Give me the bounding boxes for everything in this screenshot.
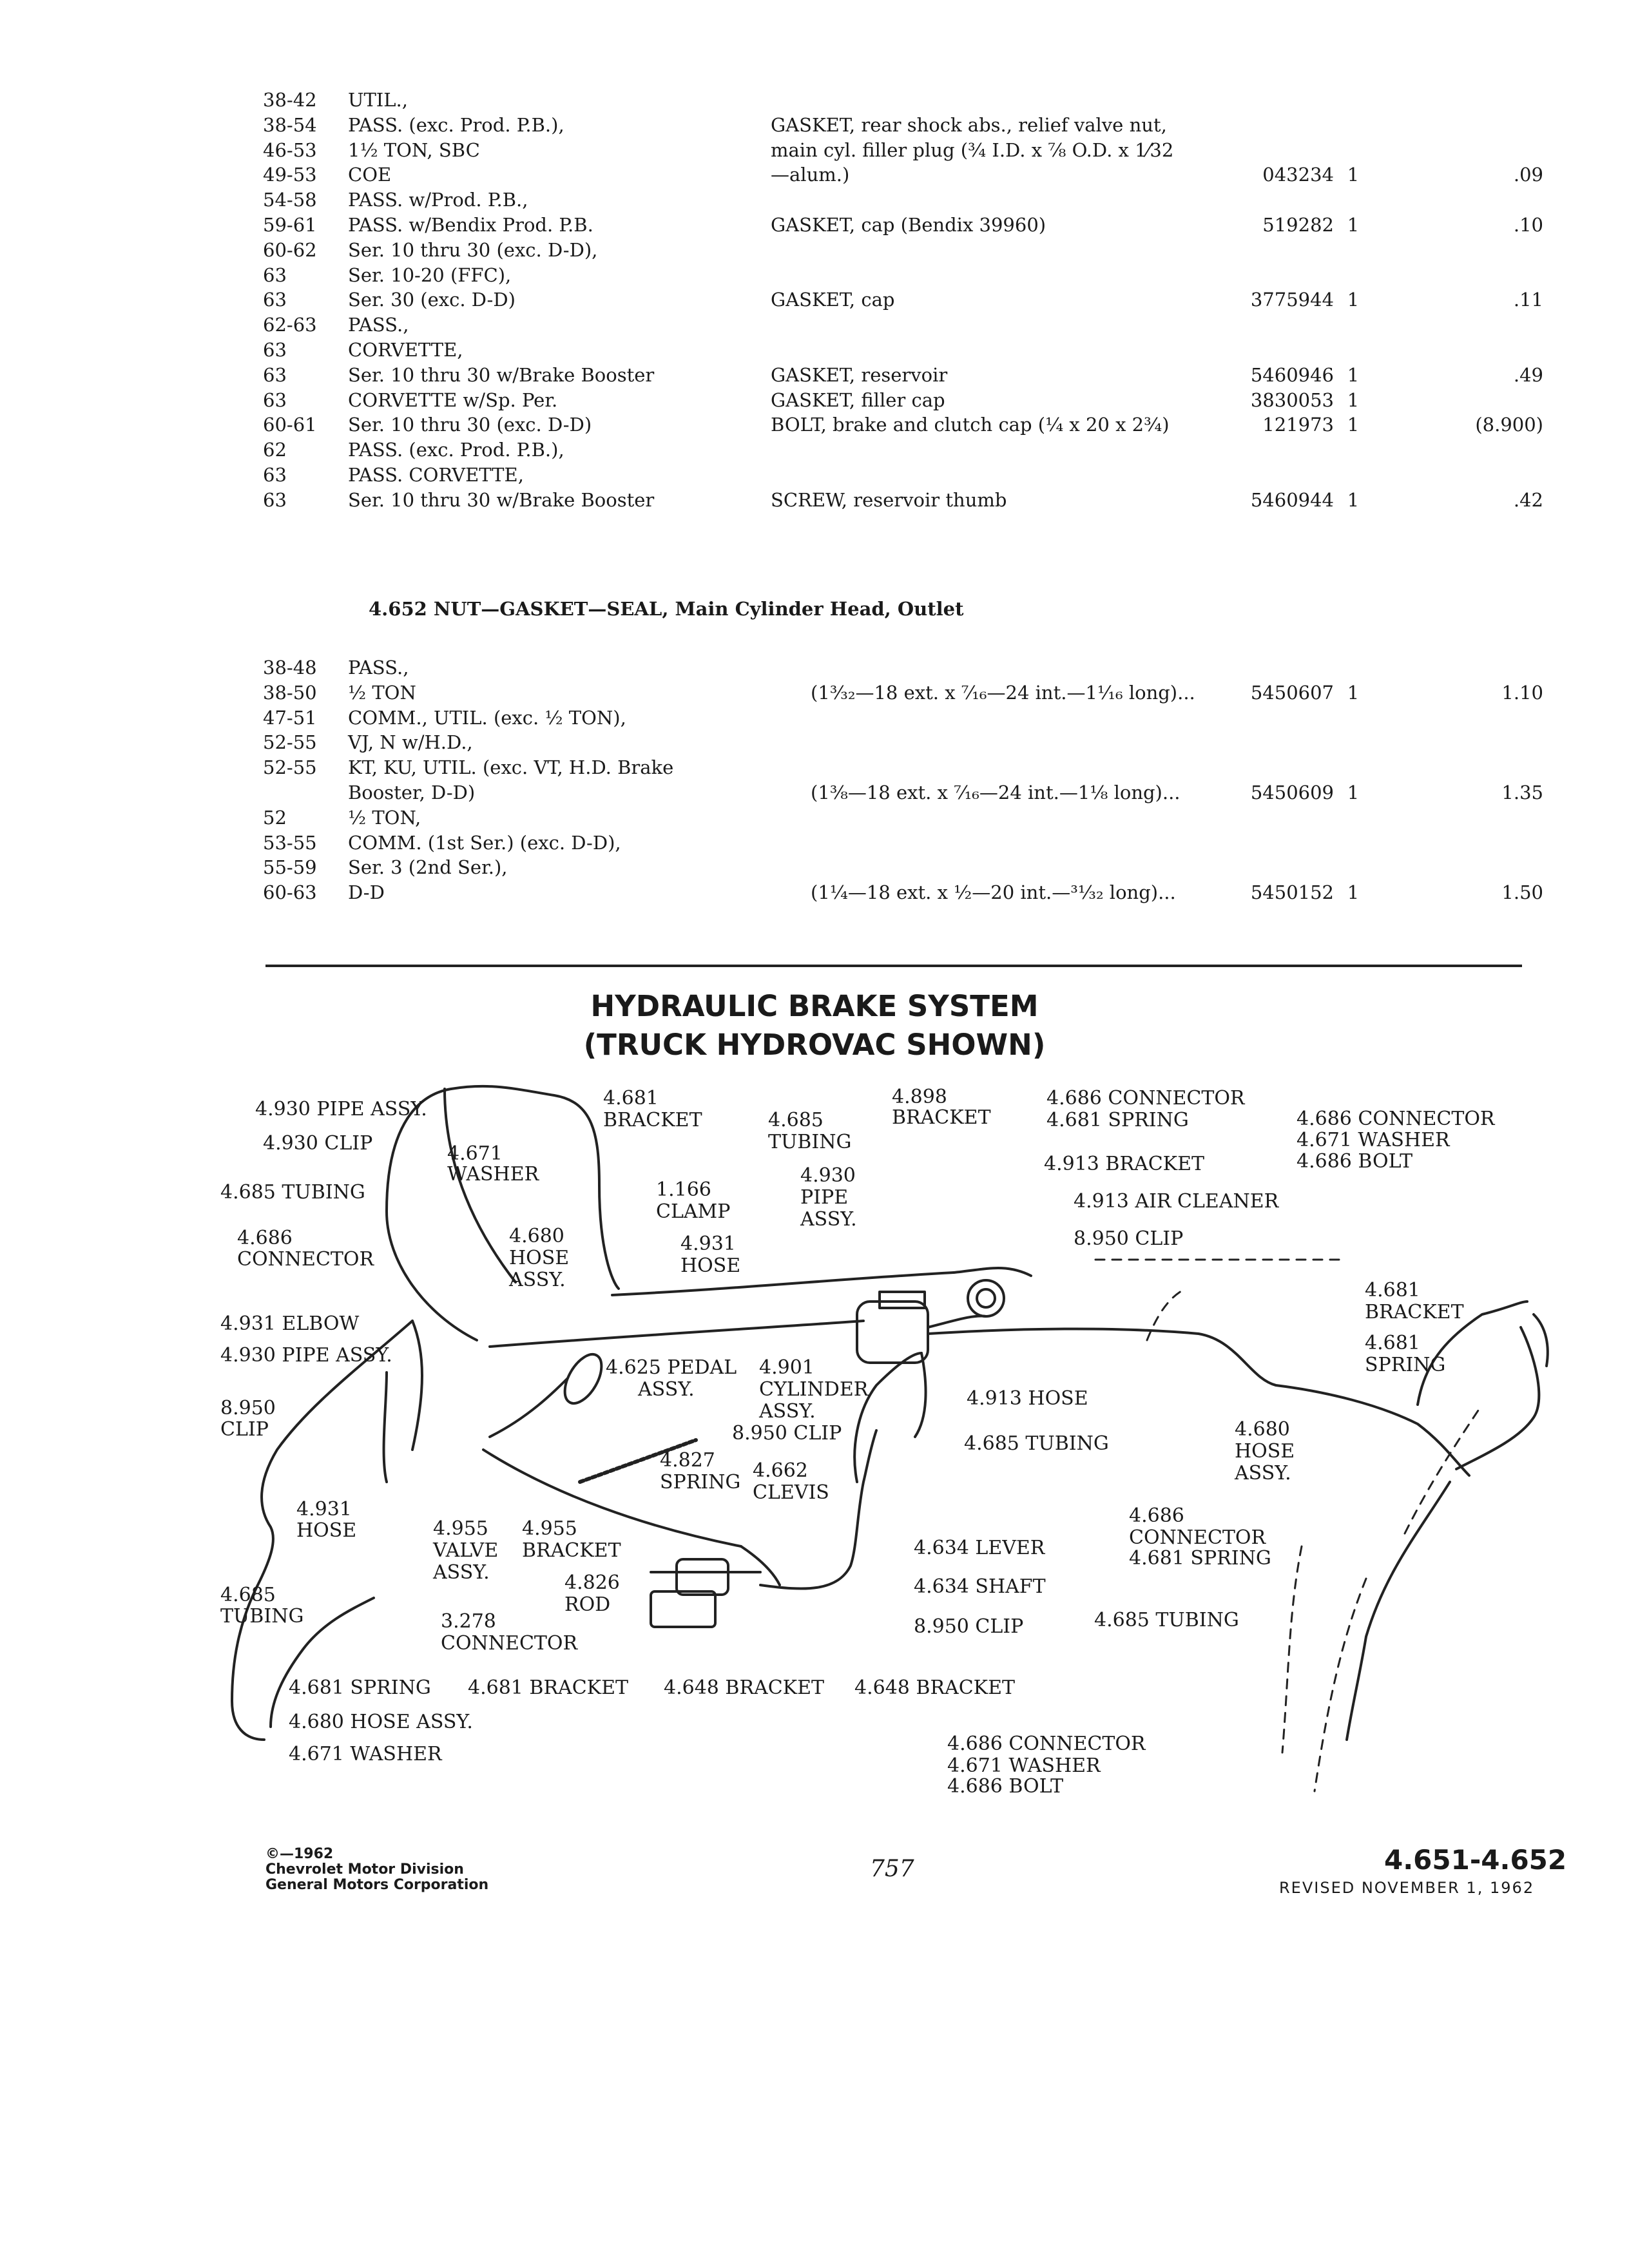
label-bracket-5: 4.681 BRACKET: [468, 1677, 628, 1699]
footer-corp: General Motors Corporation: [265, 1877, 489, 1893]
label-bolt-1: 4.686 BOLT: [1296, 1150, 1413, 1173]
application: PASS. CORVETTE,: [348, 464, 524, 486]
part-number: 5460944: [1250, 488, 1334, 511]
price: (8.900): [1475, 414, 1543, 436]
price: .11: [1513, 289, 1543, 311]
label-washer-num: 4.671: [447, 1142, 503, 1165]
year-range: 52-55: [263, 756, 317, 779]
quantity: 1: [1347, 414, 1360, 436]
part-description: GASKET, filler cap: [771, 389, 945, 411]
quantity: 1: [1347, 488, 1360, 511]
label-spring-num-4: 4.827: [660, 1449, 715, 1472]
application: ½ TON: [348, 681, 416, 704]
label-bracket-num-4: 4.681: [1365, 1279, 1420, 1302]
pipe-loop-left: [387, 1089, 477, 1340]
application: PASS. (exc. Prod. P.B.),: [348, 439, 564, 461]
label-clamp: CLAMP: [656, 1200, 731, 1223]
year-range: 47-51: [263, 706, 317, 729]
label-connector: CONNECTOR: [237, 1248, 374, 1271]
section-range: 4.651-4.652: [1384, 1844, 1567, 1876]
year-range: 63: [263, 264, 287, 286]
label-bolt-2: 4.686 BOLT: [947, 1775, 1064, 1798]
part-description: (1³⁄₈—18 ext. x ⁷⁄₁₆—24 int.—1¹⁄₈ long)...: [811, 782, 1181, 803]
year-range: 53-55: [263, 831, 317, 854]
label-washer-6: 4.671 WASHER: [947, 1754, 1101, 1777]
application: Ser. 10 thru 30 w/Brake Booster: [348, 363, 655, 386]
application: KT, KU, UTIL. (exc. VT, H.D. Brake: [348, 756, 674, 779]
label-clevis-num: 4.662: [753, 1459, 808, 1482]
part-description: GASKET, cap (Bendix 39960): [771, 214, 1046, 236]
application: COMM. (1st Ser.) (exc. D-D),: [348, 831, 621, 854]
label-spring-4: SPRING: [660, 1471, 741, 1494]
label-tubing-4: 4.685 TUBING: [964, 1432, 1109, 1455]
label-spring-1: 4.681 SPRING: [289, 1677, 431, 1699]
label-clip-1: 4.930 CLIP: [263, 1132, 373, 1155]
label-hose-assy-5: ASSY.: [1235, 1462, 1291, 1485]
quantity: 1: [1347, 782, 1360, 803]
label-bracket-1: BRACKET: [603, 1109, 702, 1131]
price: 1.35: [1501, 782, 1543, 803]
label-spring-2: 4.681 SPRING: [1046, 1109, 1189, 1131]
label-air-cleaner: 4.913 AIR CLEANER: [1074, 1190, 1279, 1213]
application: PASS.,: [348, 314, 409, 336]
label-pedal: 4.625 PEDAL: [606, 1356, 737, 1379]
part-description: GASKET, reservoir: [771, 363, 948, 386]
price: .42: [1513, 488, 1543, 511]
label-bracket-7: 4.648 BRACKET: [854, 1677, 1015, 1699]
year-range: 52: [263, 806, 287, 829]
part-number: 5460946: [1250, 363, 1334, 386]
label-bracket-num-1: 4.681: [603, 1087, 659, 1110]
application: PASS. (exc. Prod. P.B.),: [348, 113, 564, 136]
application: Ser. 30 (exc. D-D): [348, 289, 516, 311]
part-number: 3775944: [1250, 289, 1334, 311]
label-assy-2: ASSY.: [509, 1269, 566, 1291]
part-description: (1³⁄₃₂—18 ext. x ⁷⁄₁₆—24 int.—1¹⁄₁₆ long)...: [811, 681, 1195, 704]
page-number: 757: [870, 1856, 914, 1882]
revised-date: REVISED NOVEMBER 1, 1962: [1279, 1879, 1535, 1897]
year-range: 55-59: [263, 856, 317, 879]
label-valve-num: 4.955: [433, 1517, 488, 1540]
label-clip-3: 8.950 CLIP: [1074, 1227, 1184, 1250]
label-clip-5: 8.950 CLIP: [914, 1615, 1024, 1638]
application: D-D: [348, 881, 385, 904]
part-number: 121973: [1262, 414, 1334, 436]
label-bracket-2: BRACKET: [892, 1106, 991, 1129]
label-hose-num-3: 4.931: [680, 1233, 736, 1255]
label-connector-5: CONNECTOR: [1129, 1526, 1266, 1549]
label-hose-assy-1: 4.680 HOSE ASSY.: [289, 1711, 473, 1733]
application: PASS.,: [348, 657, 409, 678]
label-hose-2: HOSE: [509, 1247, 570, 1269]
lever-bracket: [677, 1559, 728, 1595]
label-valve-assy: ASSY.: [433, 1561, 490, 1584]
part-number: 3830053: [1250, 389, 1334, 411]
label-hose-3: HOSE: [680, 1254, 741, 1277]
label-bracket-6: 4.648 BRACKET: [664, 1677, 824, 1699]
pipe-mid: [445, 1089, 516, 1282]
label-hose-5: HOSE: [1235, 1440, 1295, 1463]
year-range: 60-62: [263, 238, 317, 261]
label-clip-4: 8.950 CLIP: [732, 1422, 842, 1445]
label-tubing-3: TUBING: [768, 1131, 852, 1153]
part-description: —alum.): [771, 164, 850, 186]
label-connector-num-5: 4.686: [1129, 1504, 1184, 1527]
part-description: (1¼—18 ext. x ½—20 int.—³¹⁄₃₂ long)...: [811, 881, 1176, 904]
application: PASS. w/Prod. P.B.,: [348, 189, 528, 211]
label-cylinder-num: 4.901: [759, 1356, 815, 1379]
application: ½ TON,: [348, 806, 421, 829]
quantity: 1: [1347, 681, 1360, 704]
label-rod-num: 4.826: [564, 1571, 620, 1594]
year-range: 38-42: [263, 89, 317, 111]
quantity: 1: [1347, 164, 1360, 186]
part-number: 519282: [1262, 214, 1334, 236]
part-description: GASKET, rear shock abs., relief valve nut,: [771, 113, 1167, 136]
label-tubing-2: TUBING: [220, 1605, 304, 1628]
quantity: 1: [1347, 289, 1360, 311]
label-hose-4: 4.913 HOSE: [967, 1387, 1088, 1410]
label-washer-3: 4.671 WASHER: [1296, 1129, 1450, 1151]
label-tubing-num-2: 4.685: [220, 1584, 276, 1606]
year-range: 63: [263, 488, 287, 511]
year-range: 62-63: [263, 314, 317, 336]
footer-division: Chevrolet Motor Division: [265, 1861, 464, 1878]
pedal-arm: [490, 1379, 567, 1437]
application: Ser. 10 thru 30 (exc. D-D),: [348, 238, 598, 261]
label-connector-3: 4.686 CONNECTOR: [1296, 1108, 1495, 1130]
year-range: 46-53: [263, 139, 317, 161]
label-connector-num-4: 3.278: [441, 1610, 496, 1633]
label-spring-3: SPRING: [1365, 1354, 1446, 1376]
diagram-subtitle: (TRUCK HYDROVAC SHOWN): [583, 1028, 1046, 1062]
part-number: 043234: [1262, 164, 1334, 186]
label-pipe-assy-3: ASSY.: [800, 1208, 857, 1231]
part-description: BOLT, brake and clutch cap (¼ x 20 x 2¾): [771, 414, 1170, 436]
main-pipe-right: [954, 1268, 1031, 1276]
label-hose: HOSE: [296, 1519, 357, 1542]
label-clevis: CLEVIS: [753, 1481, 829, 1504]
application: VJ, N w/H.D.,: [348, 731, 473, 754]
main-pipe-lower: [490, 1321, 863, 1347]
label-bracket-3: 4.913 BRACKET: [1044, 1153, 1204, 1175]
year-range: 63: [263, 289, 287, 311]
label-cylinder-assy: ASSY.: [759, 1400, 816, 1423]
price: .09: [1513, 164, 1543, 186]
year-range: 63: [263, 464, 287, 486]
label-shaft: 4.634 SHAFT: [914, 1575, 1046, 1598]
part-number: 5450609: [1250, 782, 1334, 803]
label-connector-6: 4.686 CONNECTOR: [947, 1733, 1146, 1755]
label-hose-num: 4.931: [296, 1498, 352, 1521]
section-heading: 4.652 NUT—GASKET—SEAL, Main Cylinder Head, Outlet: [369, 598, 964, 620]
label-washer-1: 4.671 WASHER: [289, 1743, 442, 1765]
label-hose-assy-num-2: 4.680: [509, 1225, 564, 1247]
application: Ser. 10 thru 30 w/Brake Booster: [348, 488, 655, 511]
year-range: 63: [263, 363, 287, 386]
pedal-pad: [557, 1349, 609, 1410]
label-valve-bracket: BRACKET: [522, 1539, 621, 1562]
price: 1.50: [1501, 881, 1543, 904]
label-spring-5: 4.681 SPRING: [1129, 1547, 1271, 1570]
price: .49: [1513, 363, 1543, 386]
application: COE: [348, 164, 392, 186]
application: CORVETTE,: [348, 339, 463, 361]
part-number: 5450607: [1250, 681, 1334, 704]
quantity: 1: [1347, 214, 1360, 236]
year-range: 52-55: [263, 731, 317, 754]
label-pipe-assy-2: 4.930 PIPE ASSY.: [220, 1344, 392, 1367]
application: Ser. 10 thru 30 (exc. D-D): [348, 414, 592, 436]
diagram-title: HYDRAULIC BRAKE SYSTEM: [590, 989, 1039, 1023]
year-range: 38-50: [263, 681, 317, 704]
label-tubing-1: 4.685 TUBING: [220, 1181, 365, 1204]
price: .10: [1513, 214, 1543, 236]
application: Booster, D-D): [348, 782, 476, 803]
label-pipe-num-3: 4.930: [800, 1164, 856, 1187]
price: 1.10: [1501, 681, 1543, 704]
application: UTIL.,: [348, 89, 408, 111]
label-hose-assy-num-5: 4.680: [1235, 1418, 1290, 1441]
label-lever: 4.634 LEVER: [914, 1537, 1045, 1559]
year-range: 62: [263, 439, 287, 461]
part-number: 5450152: [1250, 881, 1334, 904]
label-cylinder: CYLINDER: [759, 1378, 869, 1401]
year-range: 38-48: [263, 657, 317, 678]
application: COMM., UTIL. (exc. ½ TON),: [348, 706, 626, 729]
year-range: 59-61: [263, 214, 317, 236]
label-tubing-5: 4.685 TUBING: [1094, 1609, 1239, 1631]
year-range: 54-58: [263, 189, 317, 211]
label-rod: ROD: [564, 1593, 611, 1616]
year-range: 49-53: [263, 164, 317, 186]
label-valve-bracket-num: 4.955: [522, 1517, 577, 1540]
year-range: 38-54: [263, 113, 317, 136]
application: Ser. 3 (2nd Ser.),: [348, 856, 508, 879]
air-cleaner: [968, 1280, 1004, 1316]
quantity: 1: [1347, 363, 1360, 386]
application: CORVETTE w/Sp. Per.: [348, 389, 558, 411]
part-description: SCREW, reservoir thumb: [771, 488, 1007, 511]
year-range: 60-61: [263, 414, 317, 436]
application: 1½ TON, SBC: [348, 139, 480, 161]
label-elbow: 4.931 ELBOW: [220, 1312, 360, 1335]
label-pipe-3: PIPE: [800, 1186, 849, 1209]
label-bracket-num-2: 4.898: [892, 1086, 947, 1108]
label-bracket-4: BRACKET: [1365, 1301, 1464, 1323]
label-connector-num: 4.686: [237, 1227, 293, 1249]
quantity: 1: [1347, 881, 1360, 904]
label-connector-4: CONNECTOR: [441, 1632, 578, 1655]
year-range: 63: [263, 389, 287, 411]
label-spring-num-3: 4.681: [1365, 1332, 1420, 1354]
label-washer-2: WASHER: [447, 1163, 539, 1186]
label-clamp-num: 1.166: [656, 1178, 711, 1201]
label-tubing-num-3: 4.685: [768, 1109, 824, 1131]
application: Ser. 10-20 (FFC),: [348, 264, 512, 286]
label-clip-2: CLIP: [220, 1418, 269, 1441]
label-connector-2: 4.686 CONNECTOR: [1046, 1087, 1245, 1110]
part-description: GASKET, cap: [771, 289, 895, 311]
label-clip-num: 8.950: [220, 1397, 276, 1419]
label-pedal-assy: ASSY.: [638, 1378, 695, 1401]
application: PASS. w/Bendix Prod. P.B.: [348, 214, 593, 236]
label-pipe-assy-1: 4.930 PIPE ASSY.: [255, 1098, 427, 1120]
part-description: main cyl. filler plug (¾ I.D. x ⅞ O.D. x 1⁄32: [771, 139, 1174, 161]
label-valve: VALVE: [433, 1539, 499, 1562]
year-range: 60-63: [263, 881, 317, 904]
footer-copyright: ©—1962: [265, 1846, 334, 1862]
year-range: 63: [263, 339, 287, 361]
quantity: 1: [1347, 389, 1360, 411]
